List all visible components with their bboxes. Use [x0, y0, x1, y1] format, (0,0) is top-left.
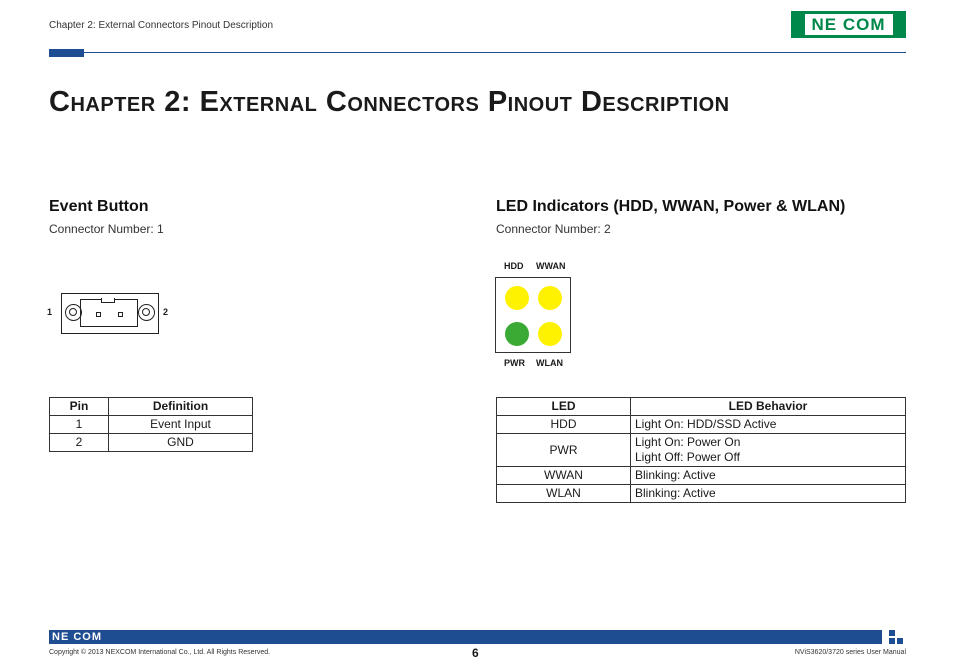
led-indicators-title: LED Indicators (HDD, WWAN, Power & WLAN)	[496, 198, 846, 215]
table-row	[497, 467, 906, 485]
footer-square-icon	[889, 630, 895, 636]
cell-behavior	[631, 467, 906, 485]
footer-bar	[49, 630, 882, 644]
table-row	[497, 485, 906, 503]
header-rule-accent	[49, 49, 84, 57]
cell-behavior	[631, 485, 906, 503]
behavior-line: Light Off: Power Off	[635, 450, 740, 464]
led-label-pwr: PWR	[504, 358, 525, 368]
footer-copyright: Copyright © 2013 NEXCOM International Co., Ltd. All Rights Reserved.	[49, 649, 271, 656]
led-hdd-indicator	[505, 286, 529, 310]
event-button-table	[49, 397, 253, 452]
cell-behavior	[631, 416, 906, 434]
pin-label-2: 2	[163, 307, 169, 317]
col-header-pin: Pin	[50, 398, 109, 416]
led-diagram	[495, 277, 571, 353]
page-title: Chapter 2: External Connectors Pinout Description	[49, 86, 730, 118]
event-button-title: Event Button	[49, 198, 149, 215]
connector-notch	[101, 298, 115, 303]
pin-2-square	[118, 312, 123, 317]
cell-pin: 2	[50, 434, 109, 452]
table-row	[50, 416, 253, 434]
led-pwr-indicator	[505, 322, 529, 346]
led-connector-number: Connector Number: 2	[496, 222, 611, 236]
led-wwan-indicator	[538, 286, 562, 310]
table-row	[50, 434, 253, 452]
footer-logo: NE COM	[52, 631, 102, 643]
cell-definition: GND	[109, 434, 253, 452]
cell-led: PWR	[497, 434, 631, 467]
behavior-line: Light On: Power On	[635, 435, 741, 449]
nexcom-logo	[791, 11, 906, 38]
table-header-row	[50, 398, 253, 416]
header-chapter-text: Chapter 2: External Connectors Pinout Description	[49, 20, 274, 31]
header-rule	[49, 52, 906, 53]
led-label-wlan: WLAN	[536, 358, 563, 368]
footer-manual-name: NViS3620/3720 series User Manual	[794, 649, 906, 656]
table-header-row	[497, 398, 906, 416]
col-header-led: LED	[497, 398, 631, 416]
screw-right-icon	[138, 304, 155, 321]
pin-label-1: 1	[47, 307, 53, 317]
led-label-wwan: WWAN	[536, 261, 566, 271]
table-row	[497, 434, 906, 467]
led-wlan-indicator	[538, 322, 562, 346]
connector-housing	[80, 299, 138, 327]
led-behavior-table	[496, 397, 906, 503]
col-header-led-behavior: LED Behavior	[631, 398, 906, 416]
event-button-connector-diagram	[61, 293, 159, 334]
logo-text: NE COM	[805, 14, 893, 35]
cell-led: WWAN	[497, 467, 631, 485]
footer-square-icon	[889, 638, 895, 644]
event-button-connector-number: Connector Number: 1	[49, 222, 164, 236]
cell-behavior	[631, 434, 906, 467]
behavior-line: Light On: HDD/SSD Active	[635, 417, 777, 431]
led-label-hdd: HDD	[504, 261, 524, 271]
table-row	[497, 416, 906, 434]
footer-square-icon	[897, 638, 903, 644]
cell-pin: 1	[50, 416, 109, 434]
cell-led: HDD	[497, 416, 631, 434]
cell-led: WLAN	[497, 485, 631, 503]
page-number: 6	[472, 646, 479, 660]
behavior-line: Blinking: Active	[635, 468, 716, 482]
behavior-line: Blinking: Active	[635, 486, 716, 500]
pin-1-square	[96, 312, 101, 317]
col-header-definition: Definition	[109, 398, 253, 416]
cell-definition: Event Input	[109, 416, 253, 434]
